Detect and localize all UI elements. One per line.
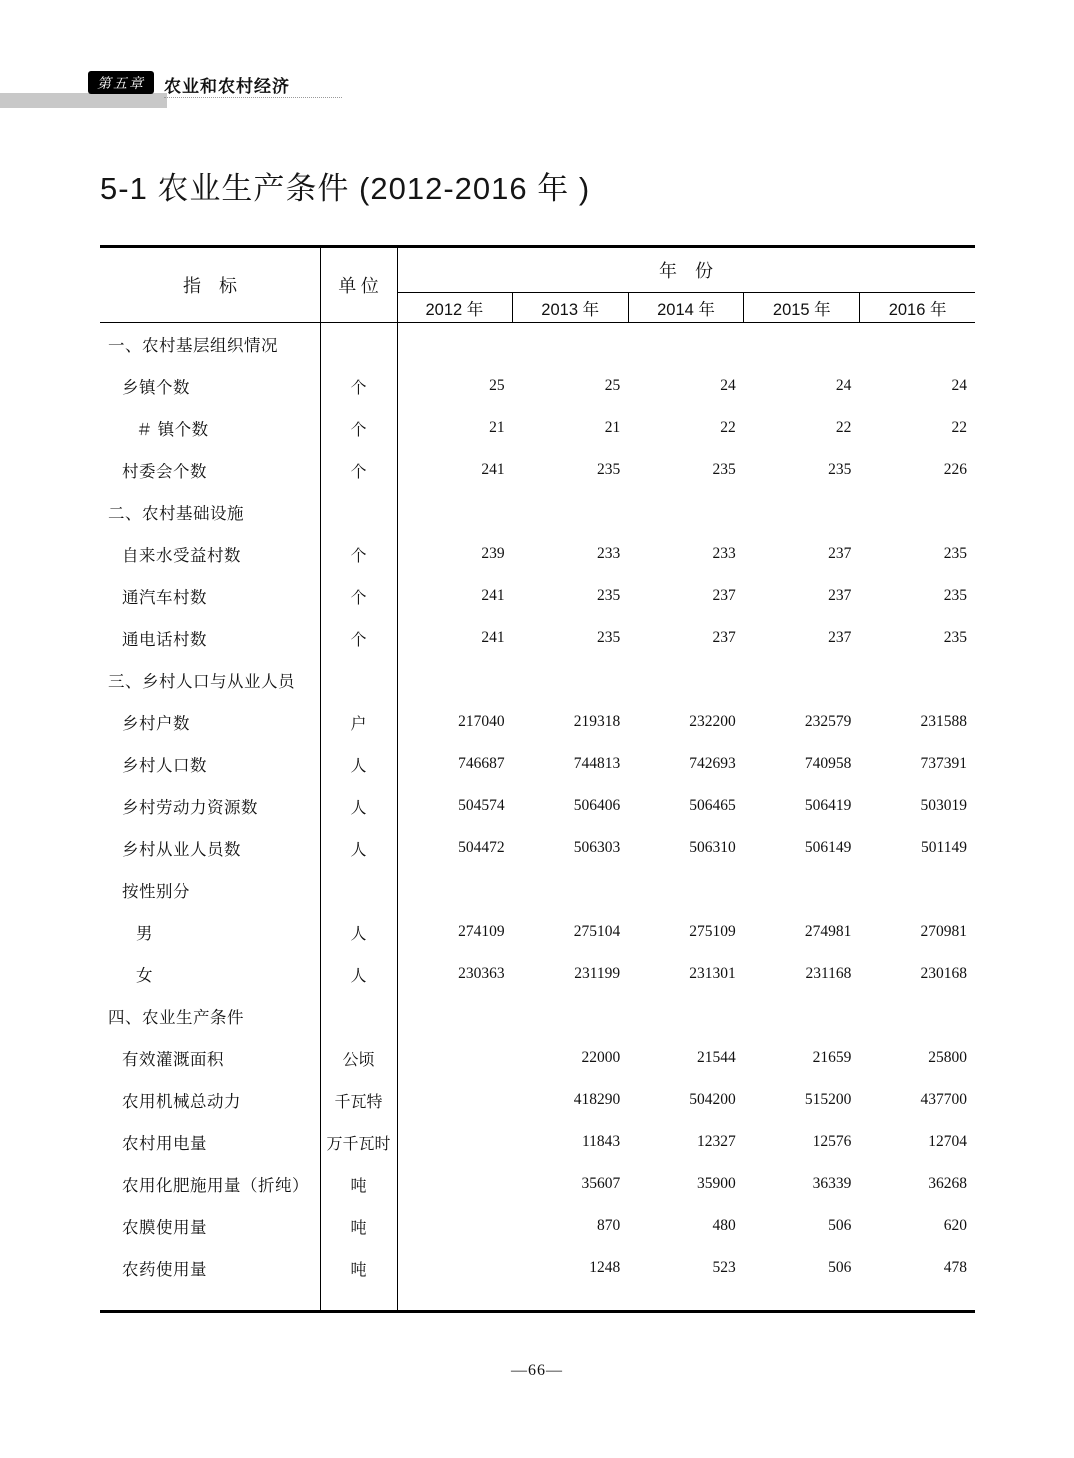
row-value: 237 [828, 587, 852, 604]
table-row [100, 1079, 975, 1121]
row-value: 217040 [458, 713, 505, 730]
table-row [100, 365, 975, 407]
row-value: 737391 [920, 755, 967, 772]
table-row [100, 1247, 975, 1289]
row-value: 740958 [804, 755, 852, 772]
row-value: 36268 [928, 1175, 967, 1192]
row-value: 504574 [458, 797, 505, 814]
row-unit: 千瓦特 [334, 1093, 383, 1111]
row-value: 418290 [573, 1091, 621, 1108]
table-vertical-rule-1 [320, 248, 321, 1310]
row-value: 22 [835, 419, 852, 436]
row-unit: 个 [350, 379, 367, 397]
row-value: 746687 [458, 755, 505, 772]
page-title: 5-1 农业生产条件 (2012-2016 年 ) [100, 171, 591, 206]
table-row [100, 491, 975, 533]
table-vertical-rule-2 [397, 248, 398, 1310]
year-column-header: 2012 年 [425, 300, 484, 319]
table-row [100, 323, 975, 365]
row-value: 503019 [920, 797, 967, 814]
row-unit: 人 [350, 925, 367, 943]
chapter-title: 农业和农村经济 [164, 77, 290, 96]
row-value: 24 [720, 377, 736, 394]
row-value: 241 [481, 587, 505, 604]
row-value: 506 [828, 1217, 852, 1234]
year-column-header: 2015 年 [743, 293, 859, 322]
row-value: 274981 [804, 923, 852, 940]
row-value: 237 [712, 587, 736, 604]
row-indicator-label: 二、农村基础设施 [108, 504, 244, 523]
row-value: 870 [596, 1217, 621, 1234]
row-value: 506310 [689, 839, 736, 856]
row-value: 504472 [458, 839, 505, 856]
row-value: 523 [712, 1259, 736, 1276]
row-indicator-label: ＃ 镇个数 [136, 420, 209, 439]
row-value: 478 [943, 1259, 967, 1276]
row-unit: 户 [350, 715, 367, 733]
table-header [100, 248, 975, 323]
row-indicator-label: 通电话村数 [122, 630, 207, 649]
row-value: 35900 [697, 1175, 736, 1192]
row-value: 12327 [697, 1133, 736, 1150]
row-value: 21659 [812, 1049, 852, 1066]
unit-column-header: 单 位 [338, 276, 379, 296]
row-indicator-label: 农药使用量 [122, 1260, 207, 1279]
year-column-header: 2013 年 [512, 293, 628, 322]
row-indicator-label: 农用机械总动力 [122, 1092, 241, 1111]
row-unit: 个 [350, 631, 367, 649]
years-header-group [397, 248, 975, 322]
row-indicator-label: 乡村户数 [122, 714, 190, 733]
table-row [100, 533, 975, 575]
row-indicator-label: 农用化肥施用量（折纯） [122, 1176, 309, 1195]
row-unit: 公顷 [342, 1051, 375, 1069]
table-row [100, 1205, 975, 1247]
table-row [100, 827, 975, 869]
row-value: 237 [712, 629, 736, 646]
row-value: 226 [943, 461, 967, 478]
row-indicator-label: 女 [136, 966, 153, 985]
row-indicator-label: 乡村人口数 [122, 756, 207, 775]
table-row [100, 617, 975, 659]
row-indicator-label: 男 [136, 924, 153, 943]
row-value: 1248 [589, 1259, 621, 1276]
row-value: 437700 [920, 1091, 967, 1108]
row-value: 241 [481, 629, 505, 646]
row-value: 233 [596, 545, 621, 562]
row-value: 744813 [573, 755, 621, 772]
table-row [100, 449, 975, 491]
row-value: 232200 [689, 713, 736, 730]
table-row [100, 743, 975, 785]
row-value: 35607 [581, 1175, 621, 1192]
table-row [100, 1163, 975, 1205]
year-column-header: 2016 年 [859, 293, 975, 322]
row-unit: 吨 [350, 1219, 367, 1237]
table-row [100, 1121, 975, 1163]
row-value: 235 [943, 587, 967, 604]
row-unit: 个 [350, 421, 367, 439]
row-value: 230363 [458, 965, 505, 982]
row-indicator-label: 农膜使用量 [122, 1218, 207, 1237]
row-value: 235 [712, 461, 736, 478]
table-row [100, 659, 975, 701]
row-value: 235 [596, 629, 621, 646]
row-value: 25800 [928, 1049, 967, 1066]
row-value: 233 [712, 545, 736, 562]
row-value: 11843 [582, 1133, 621, 1150]
header-gray-bar [0, 93, 167, 108]
row-indicator-label: 有效灌溉面积 [122, 1050, 224, 1069]
row-unit: 个 [350, 589, 367, 607]
row-value: 515200 [804, 1091, 852, 1108]
row-value: 230168 [920, 965, 967, 982]
row-value: 506303 [573, 839, 621, 856]
row-value: 24 [835, 377, 852, 394]
row-unit: 人 [350, 757, 367, 775]
row-value: 235 [596, 461, 621, 478]
table-row [100, 407, 975, 449]
row-value: 506465 [689, 797, 736, 814]
row-indicator-label: 村委会个数 [122, 462, 207, 481]
row-value: 620 [943, 1217, 967, 1234]
row-value: 21544 [697, 1049, 736, 1066]
row-indicator-label: 通汽车村数 [122, 588, 207, 607]
row-unit: 人 [350, 799, 367, 817]
page-number: —66— [511, 1362, 563, 1379]
row-indicator-label: 乡镇个数 [122, 378, 190, 397]
row-indicator-label: 农村用电量 [122, 1134, 207, 1153]
row-value: 12576 [812, 1133, 852, 1150]
row-unit: 个 [350, 547, 367, 565]
row-indicator-label: 一、农村基层组织情况 [108, 336, 278, 355]
row-value: 274109 [458, 923, 505, 940]
row-value: 501149 [921, 839, 967, 856]
row-value: 24 [951, 377, 967, 394]
row-value: 22000 [581, 1049, 621, 1066]
row-value: 219318 [573, 713, 621, 730]
row-value: 25 [604, 377, 621, 394]
table-row [100, 785, 975, 827]
table-row [100, 701, 975, 743]
row-value: 36339 [812, 1175, 852, 1192]
table-body [100, 323, 975, 1310]
row-value: 506149 [804, 839, 852, 856]
table-row [100, 575, 975, 617]
chapter-dotted-rule [164, 86, 342, 98]
row-indicator-label: 乡村从业人员数 [122, 840, 241, 859]
row-value: 235 [943, 545, 967, 562]
row-value: 21 [489, 419, 505, 436]
row-indicator-label: 自来水受益村数 [122, 546, 241, 565]
row-value: 270981 [920, 923, 967, 940]
row-unit: 吨 [350, 1261, 367, 1279]
row-value: 232579 [804, 713, 852, 730]
row-value: 275104 [573, 923, 621, 940]
row-value: 506419 [804, 797, 852, 814]
row-value: 235 [828, 461, 852, 478]
row-indicator-label: 三、乡村人口与从业人员 [108, 672, 295, 691]
row-value: 480 [712, 1217, 736, 1234]
indicator-column-header: 指 标 [183, 276, 237, 296]
row-unit: 人 [350, 967, 367, 985]
year-header-row [397, 293, 975, 322]
row-indicator-label: 乡村劳动力资源数 [122, 798, 258, 817]
row-value: 25 [489, 377, 505, 394]
statistics-table [100, 245, 975, 1313]
table-row [100, 995, 975, 1037]
row-value: 504200 [689, 1091, 736, 1108]
row-indicator-label: 四、农业生产条件 [108, 1008, 244, 1027]
row-value: 22 [720, 419, 736, 436]
row-value: 231588 [920, 713, 967, 730]
row-value: 231301 [689, 965, 736, 982]
table-row [100, 1037, 975, 1079]
row-value: 12704 [928, 1133, 967, 1150]
table-row [100, 869, 975, 911]
row-value: 237 [828, 545, 852, 562]
chapter-badge: 第五章 [88, 71, 154, 94]
row-value: 506406 [573, 797, 621, 814]
row-value: 237 [828, 629, 852, 646]
row-unit: 个 [350, 463, 367, 481]
row-value: 275109 [689, 923, 736, 940]
row-value: 742693 [689, 755, 736, 772]
row-unit: 万千瓦时 [326, 1135, 391, 1153]
row-value: 506 [828, 1259, 852, 1276]
table-row [100, 953, 975, 995]
row-value: 231199 [574, 965, 621, 982]
table-row [100, 911, 975, 953]
row-indicator-label: 按性别分 [122, 882, 190, 901]
row-value: 21 [604, 419, 621, 436]
row-value: 241 [481, 461, 505, 478]
row-unit: 人 [350, 841, 367, 859]
row-value: 239 [481, 545, 505, 562]
row-value: 235 [943, 629, 967, 646]
year-group-label: 年 份 [397, 248, 975, 293]
row-unit: 吨 [350, 1177, 367, 1195]
row-value: 22 [951, 419, 967, 436]
row-value: 231168 [805, 965, 852, 982]
year-column-header: 2014 年 [628, 293, 744, 322]
row-value: 235 [596, 587, 621, 604]
